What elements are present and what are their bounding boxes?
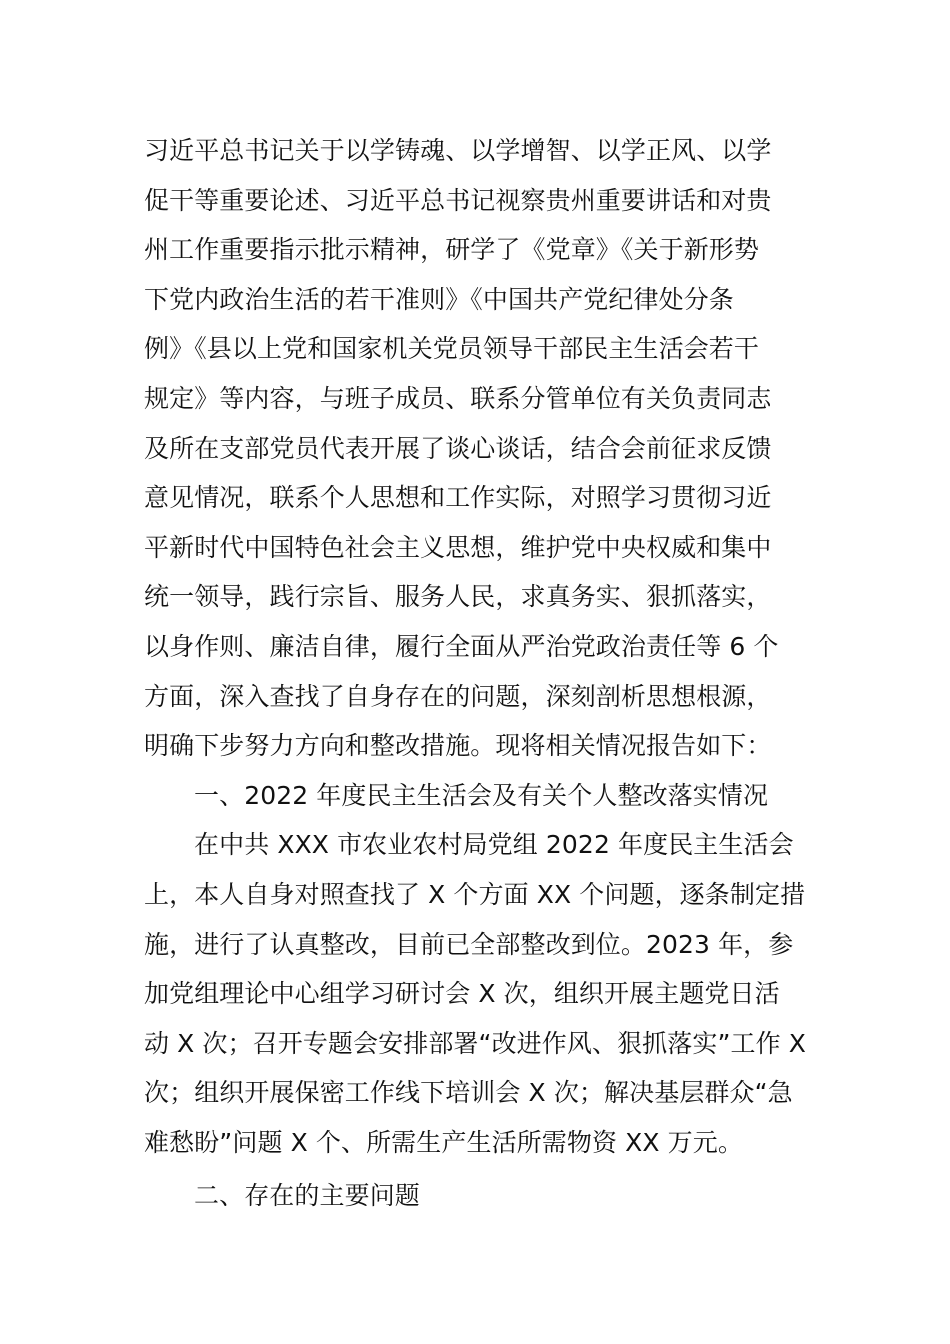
text-line: 施，进行了认真整改，目前已全部整改到位。2023 年，参 (144, 929, 794, 959)
text-line: 难愁盼”问题 X 个、所需生产生活所需物资 XX 万元。 (144, 1127, 743, 1157)
text-line: 习近平总书记关于以学铸魂、以学增智、以学正风、以学 (144, 136, 772, 165)
intro-paragraph (144, 126, 824, 771)
text-line: 方面，深入查找了自身存在的问题，深刻剖析思想根源， (144, 681, 772, 711)
text-line: 平新时代中国特色社会主义思想，维护党中央权威和集中 (144, 532, 772, 562)
text-line: 州工作重要指示批示精神，研学了《党章》《关于新形势 (144, 235, 760, 265)
text-line: 在中共 XXX 市农业农村局党组 2022 年度民主生活会 (194, 830, 794, 860)
text-line: 上，本人自身对照查找了 X 个方面 XX 个问题，逐条制定措 (144, 879, 806, 909)
text-line: 规定》等内容，与班子成员、联系分管单位有关负责同志 (144, 383, 772, 413)
text-line: 下党内政治生活的若干准则》《中国共产党纪律处分条 (144, 284, 734, 314)
section-heading-1: 一、2022 年度民主生活会及有关个人整改落实情况 (194, 780, 769, 810)
text-line: 促干等重要论述、习近平总书记视察贵州重要讲话和对贵 (144, 185, 772, 215)
text-line: 明确下步努力方向和整改措施。现将相关情况报告如下： (144, 731, 772, 761)
rectification-paragraph (144, 820, 824, 1167)
section-heading-2: 二、存在的主要问题 (194, 1181, 420, 1211)
text-line: 加党组理论中心组学习研讨会 X 次，组织开展主题党日活 (144, 979, 780, 1009)
text-line: 统一领导，践行宗旨、服务人民，求真务实、狠抓落实， (144, 582, 772, 612)
text-line: 次；组织开展保密工作线下培训会 X 次；解决基层群众“急 (144, 1078, 793, 1108)
text-line: 例》《县以上党和国家机关党员领导干部民主生活会若干 (144, 334, 760, 364)
text-line: 意见情况，联系个人思想和工作实际，对照学习贯彻习近 (144, 483, 772, 513)
document-body (144, 126, 824, 1221)
text-line: 动 X 次；召开专题会安排部署“改进作风、狠抓落实”工作 X (144, 1028, 806, 1058)
text-line: 以身作则、廉洁自律，履行全面从严治党政治责任等 6 个 (144, 631, 779, 661)
text-line: 及所在支部党员代表开展了谈心谈话，结合会前征求反馈 (144, 433, 772, 463)
